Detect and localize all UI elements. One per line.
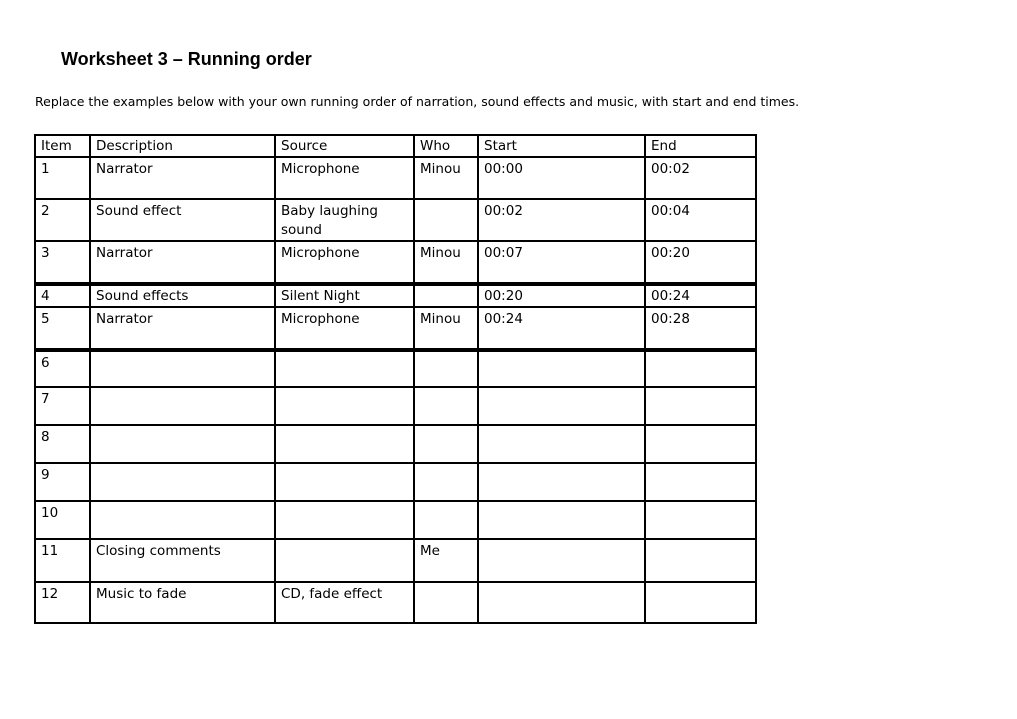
cell-who: Me — [415, 540, 479, 583]
cell-start: 00:07 — [479, 242, 646, 284]
header-description: Description — [91, 136, 276, 158]
table-row — [36, 284, 757, 308]
cell-description: Sound effect — [91, 200, 276, 242]
table-row — [36, 200, 757, 242]
cell-description — [91, 502, 276, 540]
cell-start — [479, 426, 646, 464]
cell-description: Music to fade — [91, 583, 276, 624]
cell-end: 00:20 — [646, 242, 757, 284]
header-who: Who — [415, 136, 479, 158]
cell-source — [276, 502, 415, 540]
cell-start: 00:02 — [479, 200, 646, 242]
table-row — [36, 388, 757, 426]
cell-end — [646, 502, 757, 540]
cell-item: 10 — [36, 502, 91, 540]
cell-item: 9 — [36, 464, 91, 502]
cell-description: Narrator — [91, 242, 276, 284]
cell-start — [479, 388, 646, 426]
cell-description: Narrator — [91, 308, 276, 350]
cell-end — [646, 426, 757, 464]
table-row — [36, 540, 757, 583]
cell-start — [479, 583, 646, 624]
table-row — [36, 464, 757, 502]
cell-end: 00:02 — [646, 158, 757, 200]
cell-source — [276, 388, 415, 426]
cell-source — [276, 350, 415, 388]
cell-start — [479, 464, 646, 502]
cell-item: 3 — [36, 242, 91, 284]
cell-start — [479, 502, 646, 540]
cell-item: 5 — [36, 308, 91, 350]
header-item: Item — [36, 136, 91, 158]
cell-item: 12 — [36, 583, 91, 624]
cell-who: Minou — [415, 242, 479, 284]
cell-description: Closing comments — [91, 540, 276, 583]
table-row — [36, 426, 757, 464]
cell-end — [646, 388, 757, 426]
cell-source: Microphone — [276, 158, 415, 200]
cell-source — [276, 540, 415, 583]
cell-end: 00:04 — [646, 200, 757, 242]
cell-item: 7 — [36, 388, 91, 426]
cell-item: 8 — [36, 426, 91, 464]
cell-who — [415, 464, 479, 502]
cell-end — [646, 350, 757, 388]
cell-who — [415, 350, 479, 388]
header-end: End — [646, 136, 757, 158]
table-header-row — [36, 136, 757, 158]
cell-start — [479, 540, 646, 583]
worksheet-title: Worksheet 3 – Running order — [61, 49, 312, 69]
cell-who: Minou — [415, 158, 479, 200]
header-source: Source — [276, 136, 415, 158]
table-row — [36, 308, 757, 350]
cell-description — [91, 388, 276, 426]
cell-who — [415, 502, 479, 540]
cell-end: 00:28 — [646, 308, 757, 350]
cell-start: 00:00 — [479, 158, 646, 200]
cell-source: Silent Night — [276, 284, 415, 308]
cell-end: 00:24 — [646, 284, 757, 308]
cell-who — [415, 583, 479, 624]
cell-end — [646, 583, 757, 624]
cell-who — [415, 426, 479, 464]
table-row — [36, 583, 757, 624]
cell-source: CD, fade effect — [276, 583, 415, 624]
cell-description — [91, 350, 276, 388]
cell-item: 2 — [36, 200, 91, 242]
header-start: Start — [479, 136, 646, 158]
cell-source — [276, 426, 415, 464]
cell-who: Minou — [415, 308, 479, 350]
cell-item: 1 — [36, 158, 91, 200]
table-row — [36, 350, 757, 388]
cell-source — [276, 464, 415, 502]
cell-description — [91, 426, 276, 464]
cell-start: 00:20 — [479, 284, 646, 308]
cell-who — [415, 284, 479, 308]
cell-source: Microphone — [276, 242, 415, 284]
cell-end — [646, 540, 757, 583]
instructions-text: Replace the examples below with your own running order of narration, sound effects and music, with start and end times. — [35, 94, 800, 109]
table-row — [36, 502, 757, 540]
cell-description: Narrator — [91, 158, 276, 200]
running-order-table — [34, 134, 757, 624]
cell-who — [415, 388, 479, 426]
table-row — [36, 158, 757, 200]
cell-who — [415, 200, 479, 242]
cell-start — [479, 350, 646, 388]
cell-source: Microphone — [276, 308, 415, 350]
cell-description — [91, 464, 276, 502]
cell-start: 00:24 — [479, 308, 646, 350]
cell-source: Baby laughing sound — [276, 200, 415, 242]
table-row — [36, 242, 757, 284]
cell-description: Sound effects — [91, 284, 276, 308]
cell-item: 11 — [36, 540, 91, 583]
cell-item: 6 — [36, 350, 91, 388]
cell-end — [646, 464, 757, 502]
cell-item: 4 — [36, 284, 91, 308]
